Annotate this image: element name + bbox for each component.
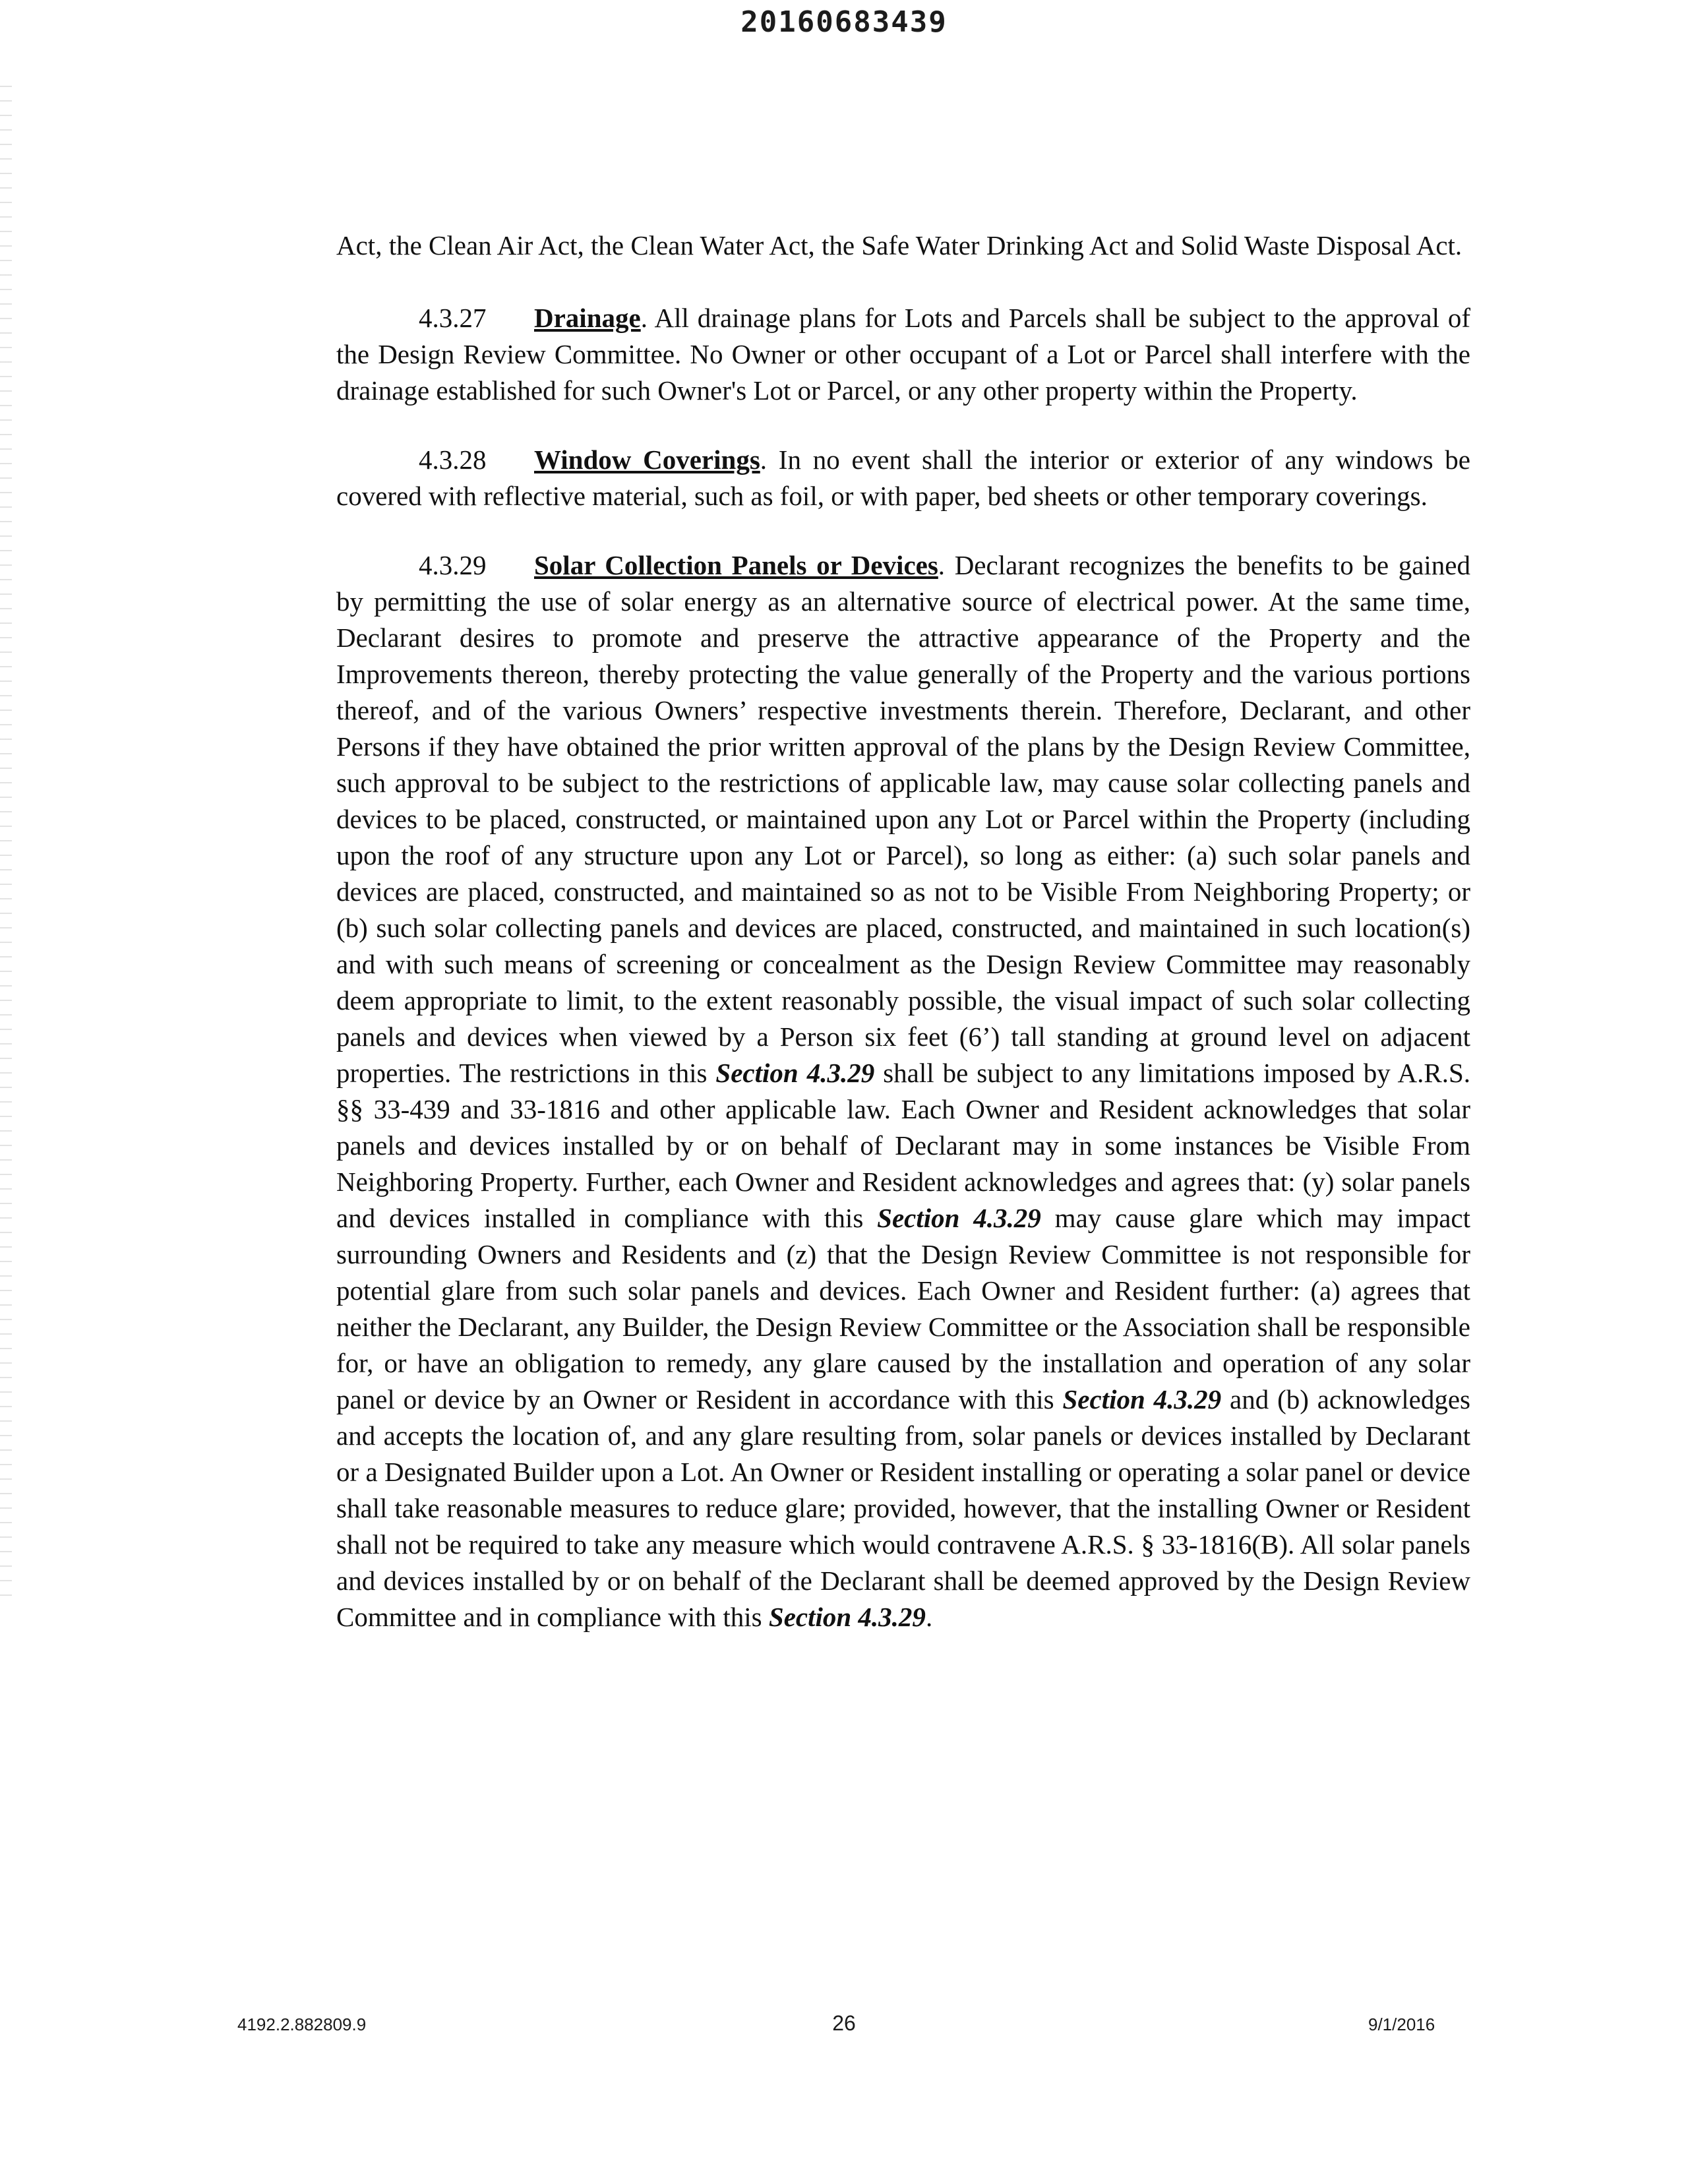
continuation-paragraph: Act, the Clean Air Act, the Clean Water Act, the Safe Water Drinking Act and Solid Waste Disposal Act. <box>336 230 1462 260</box>
document-body <box>336 228 1470 1668</box>
section-number: 4.3.29 <box>419 550 487 580</box>
section-number: 4.3.27 <box>419 303 487 333</box>
section-heading: Solar Collection Panels or Devices <box>534 550 938 580</box>
section-reference: Section 4.3.29 <box>877 1203 1041 1233</box>
section-text: . All drainage plans for Lots and Parcels shall be subject to the approval of the Design Review Committee. No Owner or other occupant of a Lot or Parcel shall interfere with the drainage established for such Owner's Lot or Parcel, or any other property within the Property. <box>336 303 1470 406</box>
section-heading: Drainage <box>534 303 641 333</box>
footer-page-number: 26 <box>832 2011 856 2035</box>
section-text: and (b) acknowledges and accepts the location of, and any glare resulting from, solar panels or devices installed by Declarant or a Designated Builder upon a Lot. An Owner or Resident installing or operating a solar panel or device shall take reasonable measures to reduce glare; provided, however, that the installing Owner or Resident shall not be required to take any measure which would contravene A.R.S. § 33-1816(B). All solar panels and devices installed by or on behalf of the Declarant shall be deemed approved by the Design Review Committee and in compliance with this <box>336 1384 1470 1632</box>
scan-edge-marks <box>0 86 12 1602</box>
footer-date: 9/1/2016 <box>1368 2015 1435 2034</box>
section-4-3-27 <box>336 300 1470 409</box>
footer-doc-id: 4192.2.882809.9 <box>237 2015 367 2034</box>
section-4-3-29 <box>336 547 1470 1635</box>
section-text: . <box>925 1602 933 1632</box>
section-reference: Section 4.3.29 <box>768 1602 926 1632</box>
section-text: may cause glare which may impact surrounding Owners and Residents and (z) that the Design Review Committee is not responsible for potential glare from such solar panels and devices. Each Owner and Resident further: (a) agrees that neither the Declarant, any Builder, the Design Review Committee or the Association shall be responsible for, or have an obligation to remedy, any glare caused by the installation and operation of any solar panel or device by an Owner or Resident in accordance with this <box>336 1203 1470 1414</box>
section-number: 4.3.28 <box>419 444 487 475</box>
section-heading: Window Coverings <box>534 444 760 475</box>
section-reference: Section 4.3.29 <box>715 1058 875 1088</box>
section-text: . In no event shall the interior or exterior of any windows be covered with reflective material, such as foil, or with paper, bed sheets or other temporary coverings. <box>336 444 1470 511</box>
section-4-3-28 <box>336 442 1470 514</box>
section-reference: Section 4.3.29 <box>1062 1384 1222 1414</box>
section-text: shall be subject to any limitations imposed by A.R.S. §§ 33-439 and 33-1816 and other applicable law. Each Owner and Resident acknowledges that solar panels and devices installed by or on behalf of Declarant may in some instances be Visible From Neighboring Property. Further, each Owner and Resident acknowledges and agrees that: (y) solar panels and devices installed in compliance with this <box>336 1058 1470 1233</box>
section-text: . Declarant recognizes the benefits to be gained by permitting the use of solar energy as an alternative source of electrical power. At the same time, Declarant desires to promote and preserve the attractive appearance of the Property and the Improvements thereon, thereby protecting the value generally of the Property and the various portions thereof, and of the various Owners’ respective investments therein. Therefore, Declarant, and other Persons if they have obtained the prior written approval of the plans by the Design Review Committee, such approval to be subject to the restrictions of applicable law, may cause solar collecting panels and devices to be placed, constructed, or maintained upon any Lot or Parcel within the Property (including upon the roof of any structure upon any Lot or Parcel), so long as either: (a) such solar panels and devices are placed, constructed, and maintained so as not to be Visible From Neighboring Property; or (b) such solar collecting panels and devices are placed, constructed, and maintained in such location(s) and with such means of screening or concealment as the Design Review Committee may reasonably deem appropriate to limit, to the extent reasonably possible, the visual impact of such solar collecting panels and devices when viewed by a Person six feet (6’) tall standing at ground level on adjacent properties. The restrictions in this <box>336 550 1470 1088</box>
recording-number: 20160683439 <box>740 5 948 39</box>
